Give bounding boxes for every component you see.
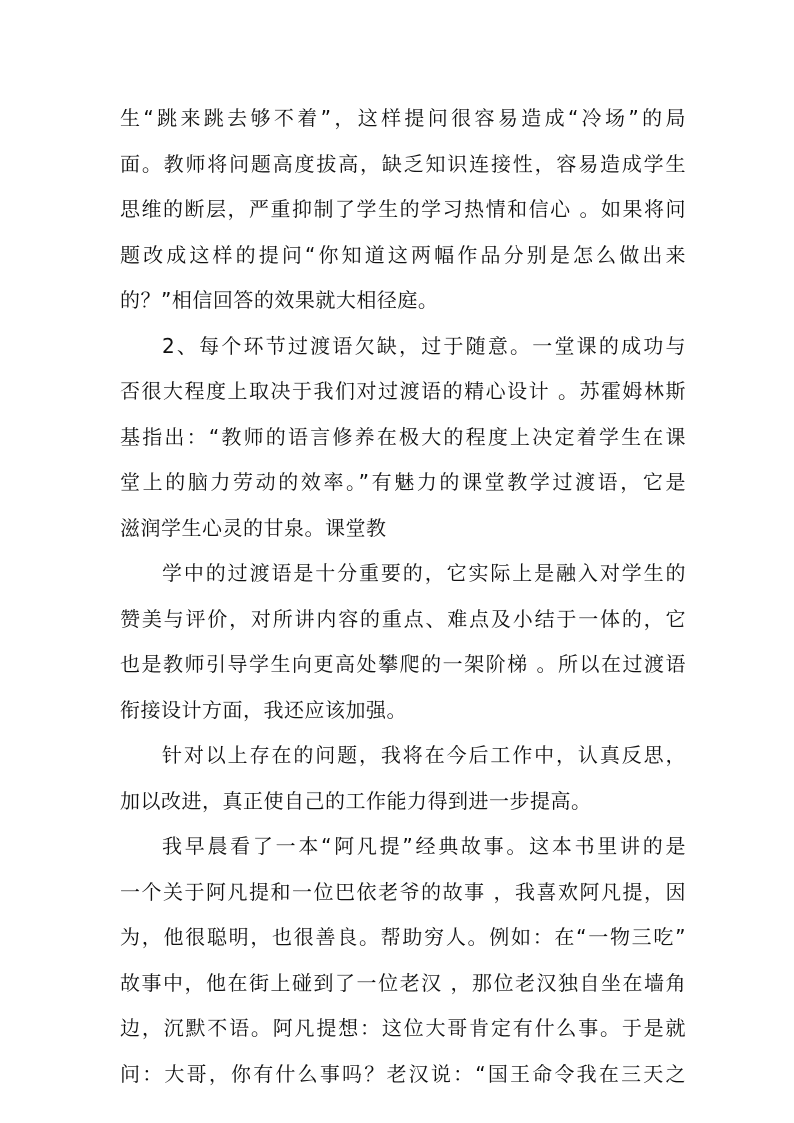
text-line: 2、每个环节过渡语欠缺，过于随意。一堂课的成功与 xyxy=(162,333,686,358)
text-line: 故事中，他在街上碰到了一位老汉 ，那位老汉独自坐在墙角 xyxy=(120,970,686,995)
text-line: 衔接设计方面，我还应该加强。 xyxy=(120,697,407,722)
text-line: 的？”相信回答的效果就大相径庭。 xyxy=(120,288,439,312)
text-line: 否很大程度上取决于我们对过渡语的精心设计 。苏霍姆林斯 xyxy=(120,379,686,403)
text-line: 边，沉默不语。阿凡提想：这位大哥肯定有什么事。于是就 xyxy=(120,1016,686,1040)
text-line: 基指出：“教师的语言修养在极大的程度上决定着学生在课 xyxy=(120,424,686,449)
text-line: 我早晨看了一本“阿凡提”经典故事。这本书里讲的是 xyxy=(162,834,686,858)
text-line: 一个关于阿凡提和一位巴依老爷的故事 ，我喜欢阿凡提，因 xyxy=(120,879,686,904)
text-line: 生“跳来跳去够不着”，这样提问很容易造成“冷场”的局 xyxy=(120,106,686,130)
document-body xyxy=(120,96,686,1097)
text-line: 思维的断层，严重抑制了学生的学习热情和信心 。如果将问 xyxy=(120,197,686,221)
text-line: 针对以上存在的问题，我将在今后工作中，认真反思， xyxy=(162,743,686,767)
text-line: 学中的过渡语是十分重要的，它实际上是融入对学生的 xyxy=(162,561,686,585)
text-line: 赞美与评价，对所讲内容的重点、难点及小结于一体的，它 xyxy=(120,606,686,631)
text-line: 题改成这样的提问“你知道这两幅作品分别是怎么做出来 xyxy=(120,242,686,267)
text-line: 加以改进，真正使自己的工作能力得到进一步提高。 xyxy=(120,788,592,813)
text-line: 为，他很聪明，也很善良。帮助穷人。例如：在“一物三吃” xyxy=(120,925,686,949)
text-line: 也是教师引导学生向更高处攀爬的一架阶梯 。所以在过渡语 xyxy=(120,652,686,676)
text-line: 滋润学生心灵的甘泉。课堂教 xyxy=(120,515,387,540)
text-line: 堂上的脑力劳动的效率。”有魅力的课堂教学过渡语，它是 xyxy=(120,470,686,494)
text-line: 面。教师将问题高度拔高，缺乏知识连接性，容易造成学生 xyxy=(120,151,686,176)
text-line: 问：大哥，你有什么事吗？老汉说：“国王命令我在三天之 xyxy=(120,1061,686,1086)
